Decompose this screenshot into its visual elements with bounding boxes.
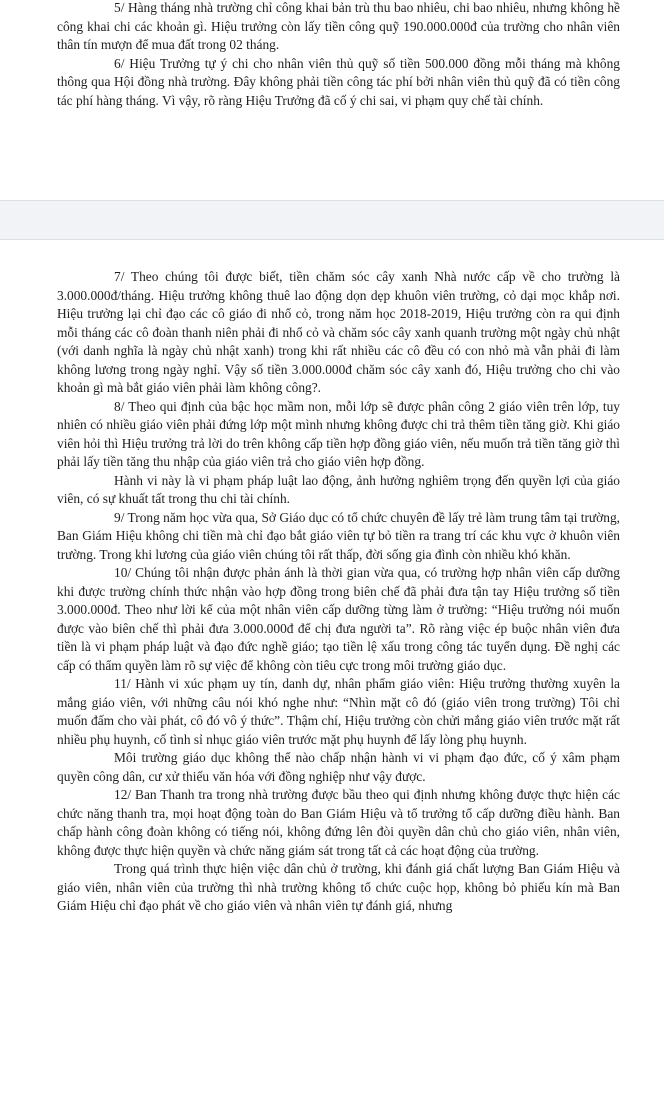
paragraph-12: 12/ Ban Thanh tra trong nhà trường được bầu theo qui định nhưng không được thực hiện các chức năng thanh tra, mọi hoạt động toàn do Ban Giám Hiệu và tổ trưởng tổ cấp dưỡng điều hành. Ban chấp hành công đoàn không có tiếng nói, không đứng lên đòi quyền dân chủ cho giáo viên, nhân viên, không được thực hiện quyền và chức năng giám sát trong tất cả các hoạt động của trường.: [57, 787, 620, 858]
document-page-top: [0, 0, 664, 200]
paragraph-11-note: Môi trường giáo dục không thể nào chấp nhận hành vi vi phạm đạo đức, cố ý xâm phạm quyền công dân, cư xử thiếu văn hóa với đồng nghiệp như vậy được.: [57, 750, 620, 784]
paragraph-7: 7/ Theo chúng tôi được biết, tiền chăm sóc cây xanh Nhà nước cấp về cho trường là 3.000.000đ/tháng. Hiệu trưởng không thuê lao động dọn dẹp khuôn viên trường, cỏ dại mọc khắp nơi. Hiệu trưởng lại chỉ đạo các cô giáo đi nhổ cỏ, trong năm học 2018-2019, Hiệu trưởng còn ra qui định mỗi tháng các cô đoàn thanh niên phải đi nhổ cỏ và chăm sóc cây xanh quanh trường một ngày chủ nhật (với danh nghĩa là ngày chủ nhật xanh) trong khi rất nhiều các cô đều có con nhỏ mà vẫn phải đi làm không lương trong ngày nghỉ. Vậy số tiền 3.000.000đ chăm sóc cây xanh đó, Hiệu trưởng cho chi vào khoản gì mà bắt giáo viên phải làm không công?.: [57, 269, 620, 395]
page-separator: [0, 200, 664, 240]
paragraph-8: 8/ Theo qui định của bậc học mầm non, mỗi lớp sẽ được phân công 2 giáo viên trên lớp, tuy nhiên có nhiều giáo viên phải đứng lớp một mình nhưng không được chi trả thêm tiền tăng giờ. Khi giáo viên hỏi thì Hiệu trưởng trả lời do trên không cấp tiền hợp đồng giáo viên, nếu muốn trả tiền tăng giờ thì phải lấy tiền tăng thu nhập của giáo viên trả cho giáo viên hợp đồng.: [57, 398, 620, 469]
paragraph-8-note: Hành vi này là vi phạm pháp luật lao động, ảnh hưởng nghiêm trọng đến quyền lợi của giáo viên, có sự khuất tất trong thu chi tài chính.: [57, 472, 620, 506]
page-text-block: [57, 268, 620, 916]
page-text-block: [57, 0, 620, 110]
paragraph-5: 5/ Hàng tháng nhà trường chỉ công khai bản trù thu bao nhiêu, chi bao nhiêu, nhưng không hề công khai chi các khoản gì. Hiệu trưởng còn lấy tiền công quỹ 190.000.000đ của trường cho nhân viên thân tín mượn để mua đất trong 02 tháng.: [57, 0, 620, 52]
document-page-bottom: [0, 240, 664, 1100]
paragraph-12-note: Trong quá trình thực hiện việc dân chủ ở trường, khi đánh giá chất lượng Ban Giám Hiệu và giáo viên, nhân viên của trường thì nhà trường không tổ chức cuộc họp, không bỏ phiếu kín mà Ban Giám Hiệu chỉ đạo phát về cho giáo viên và nhân viên tự đánh giá, nhưng: [57, 861, 620, 913]
paragraph-10: 10/ Chúng tôi nhận được phản ánh là thời gian vừa qua, có trường hợp nhân viên cấp dưỡng khi được trường chính thức nhận vào hợp đồng trong biên chế đã phải đưa tận tay Hiệu trưởng số tiền 3.000.000đ. Theo như lời kể của một nhân viên cấp dưỡng từng làm ở trường: “Hiệu trưởng nói muốn được vào biên chế thì phải đưa 3.000.000đ để chị đưa người ta”. Rõ ràng việc ép buộc nhân viên đưa tiền là vi phạm pháp luật và đạo đức nghề giáo; tạo tiền lệ xấu trong công tác tuyển dụng. Đề nghị các cấp có thẩm quyền làm rõ sự việc để không còn tiêu cực trong môi trường giáo dục.: [57, 565, 620, 673]
paragraph-6: 6/ Hiệu Trưởng tự ý chi cho nhân viên thủ quỹ số tiền 500.000 đồng mỗi tháng mà không thông qua Hội đồng nhà trường. Đây không phải tiền công tác phí bởi nhân viên thủ quỹ đã có tiền công tác phí hàng tháng. Vì vậy, rõ ràng Hiệu Trưởng đã cố ý chi sai, vi phạm quy chế tài chính.: [57, 55, 620, 108]
paragraph-11: 11/ Hành vi xúc phạm uy tín, danh dự, nhân phẩm giáo viên: Hiệu trưởng thường xuyên la mắng giáo viên, với những câu nói khó nghe như: “Nhìn mặt cô đó (giáo viên trong trường) Tôi chỉ muốn đấm cho vài phát, cô đó vô ý thức”. Thậm chí, Hiệu trưởng còn chửi mắng giáo viên trước mặt rất nhiều phụ huynh, cố tình sỉ nhục giáo viên trước mặt phụ huynh để lấy lòng phụ huynh.: [57, 676, 620, 747]
paragraph-9: 9/ Trong năm học vừa qua, Sở Giáo dục có tổ chức chuyên đề lấy trẻ làm trung tâm tại trường, Ban Giám Hiệu không chi tiền mà chỉ đạo bắt giáo viên tự bỏ tiền ra trang trí các khu vực ở khuôn viên trường. Trong khi lương của giáo viên chúng tôi rất thấp, đời sống gia đình còn nhiều khó khăn.: [57, 509, 620, 562]
